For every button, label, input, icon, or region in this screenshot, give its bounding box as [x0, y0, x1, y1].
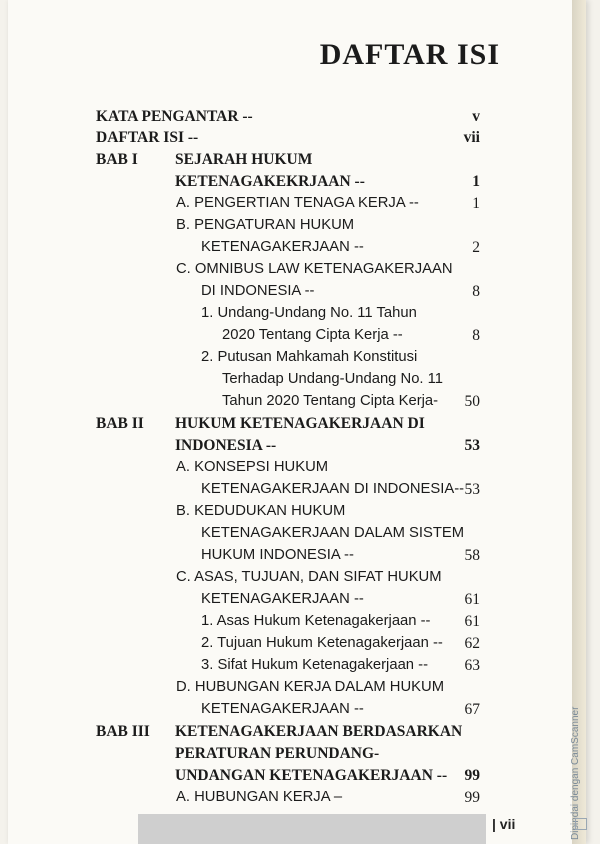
- toc-subentry: 1. Undang-Undang No. 11 Tahun: [201, 305, 417, 321]
- toc-subentry: B. KEDUDUKAN HUKUM: [176, 503, 346, 519]
- document-page: [8, 0, 586, 844]
- chapter-title: UNDANGAN KETENAGAKERJAAN --: [175, 767, 448, 784]
- toc-page: 8: [472, 327, 480, 344]
- toc-page: 53: [464, 481, 480, 498]
- toc-subentry: HUKUM INDONESIA --: [201, 547, 354, 563]
- toc-page-daftar-isi: vii: [463, 129, 480, 146]
- toc-subentry: KETENAGAKERJAAN DI INDONESIA--: [201, 481, 465, 497]
- toc-page: 62: [464, 635, 480, 652]
- toc-page: 63: [464, 657, 480, 674]
- toc-page: 1: [472, 173, 480, 190]
- toc-page: 99: [464, 767, 480, 784]
- chapter-number: BAB II: [96, 415, 144, 432]
- toc-subentry: 2. Putusan Mahkamah Konstitusi: [201, 349, 418, 365]
- toc-subentry: D. HUBUNGAN KERJA DALAM HUKUM: [176, 679, 445, 695]
- toc-subentry: A. PENGERTIAN TENAGA KERJA --: [176, 195, 419, 211]
- scanner-watermark: Dipindai dengan CamScanner: [570, 706, 581, 840]
- toc-page: 67: [464, 701, 480, 718]
- toc-page-kata-pengantar: v: [472, 108, 480, 125]
- toc-entry-daftar-isi: DAFTAR ISI --: [96, 129, 199, 146]
- toc-page: 53: [464, 437, 480, 454]
- footer-bar: [138, 814, 486, 844]
- toc-page: 1: [472, 195, 480, 212]
- toc-subentry: 2020 Tentang Cipta Kerja --: [222, 327, 403, 343]
- toc-subentry: C. ASAS, TUJUAN, DAN SIFAT HUKUM: [176, 569, 442, 585]
- toc-subentry: B. PENGATURAN HUKUM: [176, 217, 355, 233]
- toc-subentry: KETENAGAKERJAAN --: [201, 701, 364, 717]
- toc-page: 2: [472, 239, 480, 256]
- toc-subentry: A. KONSEPSI HUKUM: [176, 459, 329, 475]
- chapter-title: KETENAGAKEKRJAAN --: [175, 173, 365, 190]
- toc-subentry: Terhadap Undang-Undang No. 11: [222, 371, 444, 387]
- chapter-title: SEJARAH HUKUM: [175, 151, 313, 168]
- toc-page: 99: [464, 789, 480, 806]
- chapter-title: INDONESIA --: [175, 437, 277, 454]
- toc-subentry: A. HUBUNGAN KERJA –: [176, 789, 343, 805]
- scanner-logo-icon: [575, 818, 587, 830]
- toc-subentry: C. OMNIBUS LAW KETENAGAKERJAAN: [176, 261, 453, 277]
- toc-entry-kata-pengantar: KATA PENGANTAR --: [96, 108, 253, 125]
- toc-page: 50: [464, 393, 480, 410]
- toc-subentry: 2. Tujuan Hukum Ketenagakerjaan --: [201, 635, 443, 651]
- toc-page: 8: [472, 283, 480, 300]
- chapter-title: KETENAGAKERJAAN BERDASARKAN: [175, 723, 463, 740]
- toc-page: 58: [464, 547, 480, 564]
- toc-subentry: KETENAGAKERJAAN --: [201, 591, 364, 607]
- footer-page-number: | vii: [492, 816, 516, 832]
- toc-subentry: Tahun 2020 Tentang Cipta Kerja-: [222, 393, 439, 409]
- toc-subentry: 1. Asas Hukum Ketenagakerjaan --: [201, 613, 431, 629]
- toc-page: 61: [464, 591, 480, 608]
- chapter-number: BAB III: [96, 723, 150, 740]
- toc-subentry: 3. Sifat Hukum Ketenagakerjaan --: [201, 657, 429, 673]
- toc-subentry: KETENAGAKERJAAN DALAM SISTEM: [201, 525, 465, 541]
- page-title: DAFTAR ISI: [319, 38, 500, 71]
- chapter-title: PERATURAN PERUNDANG-: [175, 745, 380, 762]
- toc-subentry: DI INDONESIA --: [201, 283, 315, 299]
- chapter-number: BAB I: [96, 151, 138, 168]
- chapter-title: HUKUM KETENAGAKERJAAN DI: [175, 415, 425, 432]
- toc-page: 61: [464, 613, 480, 630]
- toc-subentry: KETENAGAKERJAAN --: [201, 239, 364, 255]
